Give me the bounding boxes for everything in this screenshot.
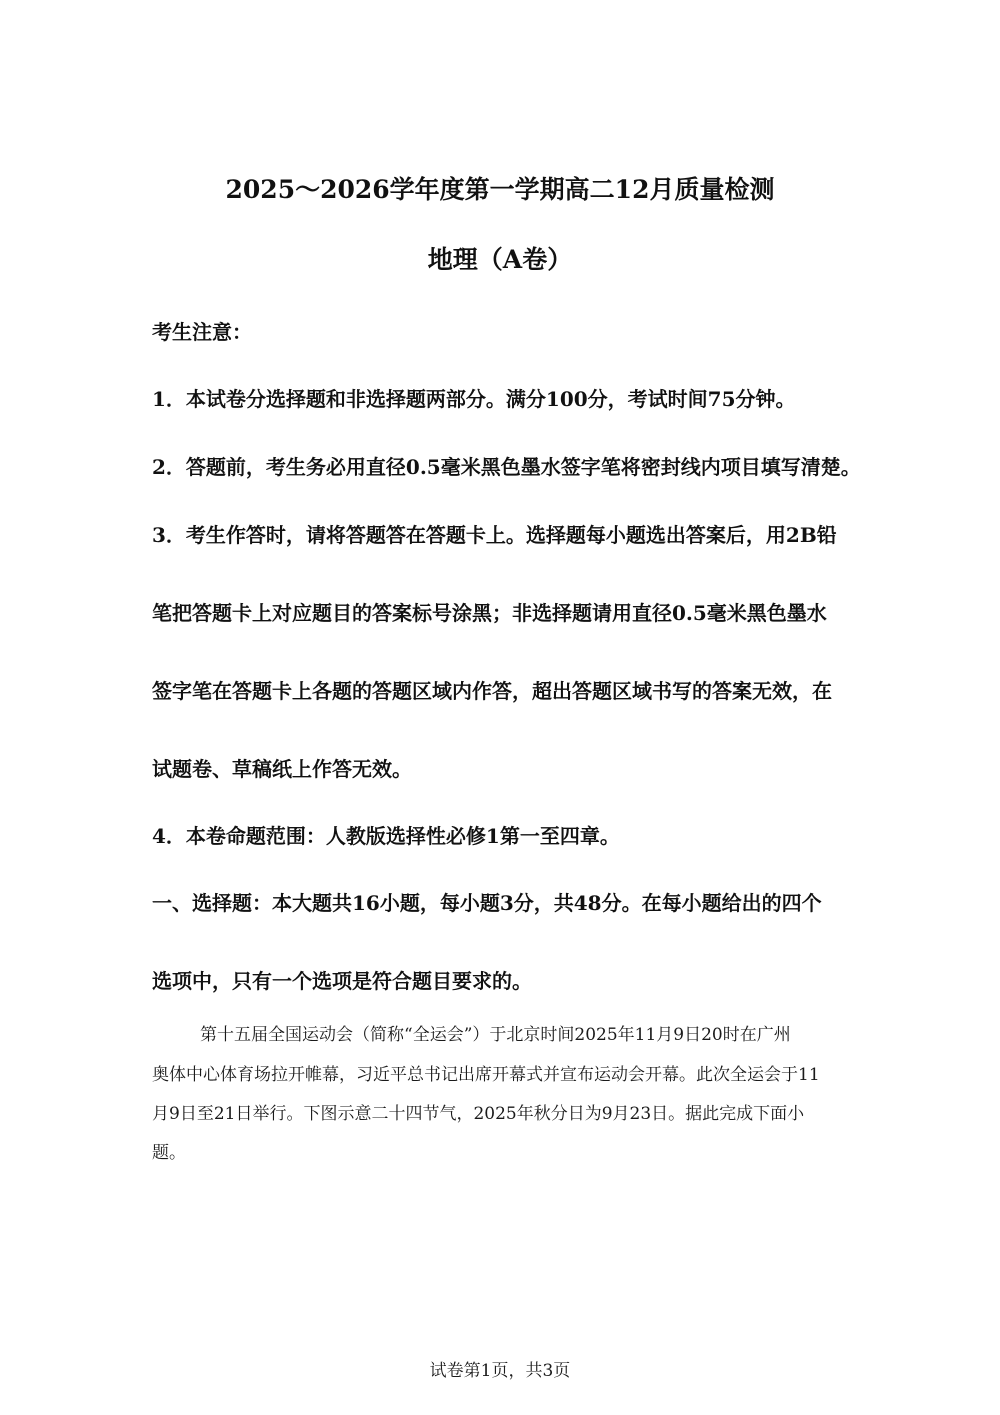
notice-item-3-line-1: 3．考生作答时，请将答题答在答题卡上。选择题每小题选出答案后，用2B铅 [152,523,837,547]
notice-item-3-line-4: 试题卷、草稿纸上作答无效。 [152,757,412,781]
exam-subtitle: 地理（A卷） [427,245,573,274]
section-heading-line-2: 选项中，只有一个选项是符合题目要求的。 [152,969,532,993]
passage-line-1: 第十五届全国运动会（简称“全运会”）于北京时间2025年11月9日20时在广州 [200,1025,791,1045]
passage-line-4: 题。 [152,1143,186,1163]
notice-item-2: 2．答题前，考生务必用直径0.5毫米黑色墨水签字笔将密封线内项目填写清楚。 [152,455,861,479]
notice-item-4: 4．本卷命题范围：人教版选择性必修1第一至四章。 [152,824,620,848]
exam-title: 2025～2026学年度第一学期高二12月质量检测 [225,175,775,204]
passage-line-3: 月9日至21日举行。下图示意二十四节气，2025年秋分日为9月23日。据此完成下面小 [152,1104,805,1124]
notice-item-3-line-3: 签字笔在答题卡上各题的答题区域内作答，超出答题区域书写的答案无效，在 [152,679,832,703]
page-footer: 试卷第1页，共3页 [429,1361,571,1381]
section-heading-line-1: 一、选择题：本大题共16小题，每小题3分，共48分。在每小题给出的四个 [152,891,822,915]
notice-item-1: 1．本试卷分选择题和非选择题两部分。满分100分，考试时间75分钟。 [152,387,796,411]
passage-line-2: 奥体中心体育场拉开帷幕，习近平总书记出席开幕式并宣布运动会开幕。此次全运会于11 [152,1065,820,1085]
notice-item-3-line-2: 笔把答题卡上对应题目的答案标号涂黑；非选择题请用直径0.5毫米黑色墨水 [152,601,827,625]
notice-heading: 考生注意： [152,320,252,344]
